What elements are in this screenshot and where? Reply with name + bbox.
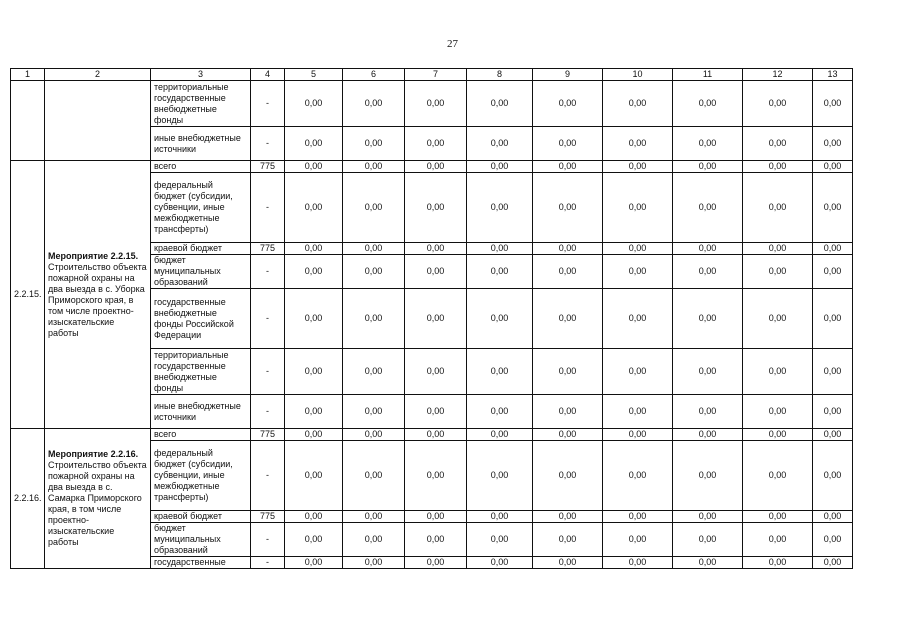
amount-cell: 0,00 (343, 523, 405, 557)
measure-description: Строительство объекта пожарной охраны на два выезда в с. Самарка Приморского края, в том числе проектно-изыскательские работы (48, 460, 147, 547)
amount-cell: 0,00 (343, 243, 405, 255)
responsible-code: - (251, 523, 285, 557)
amount-cell: 0,00 (285, 243, 343, 255)
amount-cell: 0,00 (343, 161, 405, 173)
column-number: 7 (405, 69, 467, 81)
amount-cell: 0,00 (343, 429, 405, 441)
funding-source: территориальные государственные внебюджетные фонды (151, 349, 251, 395)
amount-cell: 0,00 (673, 161, 743, 173)
amount-cell: 0,00 (285, 429, 343, 441)
amount-cell: 0,00 (743, 429, 813, 441)
amount-cell: 0,00 (343, 255, 405, 289)
amount-cell: 0,00 (405, 523, 467, 557)
amount-cell: 0,00 (405, 127, 467, 161)
amount-cell: 0,00 (467, 511, 533, 523)
amount-cell: 0,00 (467, 127, 533, 161)
amount-cell: 0,00 (743, 557, 813, 569)
funding-source: территориальные государственные внебюджетные фонды (151, 81, 251, 127)
amount-cell: 0,00 (743, 349, 813, 395)
amount-cell: 0,00 (285, 349, 343, 395)
amount-cell: 0,00 (603, 289, 673, 349)
amount-cell: 0,00 (405, 395, 467, 429)
responsible-code: - (251, 557, 285, 569)
amount-cell: 0,00 (673, 127, 743, 161)
amount-cell: 0,00 (533, 173, 603, 243)
amount-cell: 0,00 (673, 441, 743, 511)
funding-source: государственные внебюджетные фонды Российской Федерации (151, 289, 251, 349)
responsible-code: 775 (251, 243, 285, 255)
amount-cell: 0,00 (533, 161, 603, 173)
amount-cell: 0,00 (813, 173, 853, 243)
amount-cell: 0,00 (533, 243, 603, 255)
amount-cell: 0,00 (533, 81, 603, 127)
amount-cell: 0,00 (743, 81, 813, 127)
measure-code (11, 81, 45, 161)
amount-cell: 0,00 (603, 81, 673, 127)
amount-cell: 0,00 (743, 441, 813, 511)
amount-cell: 0,00 (813, 243, 853, 255)
measure-name (45, 81, 151, 161)
column-number: 13 (813, 69, 853, 81)
amount-cell: 0,00 (343, 289, 405, 349)
amount-cell: 0,00 (285, 161, 343, 173)
amount-cell: 0,00 (285, 523, 343, 557)
amount-cell: 0,00 (405, 81, 467, 127)
amount-cell: 0,00 (673, 255, 743, 289)
column-number: 2 (45, 69, 151, 81)
amount-cell: 0,00 (603, 511, 673, 523)
responsible-code: - (251, 127, 285, 161)
funding-source: бюджет муниципальных образований (151, 523, 251, 557)
funding-source: бюджет муниципальных образований (151, 255, 251, 289)
amount-cell: 0,00 (405, 511, 467, 523)
funding-source: всего (151, 161, 251, 173)
amount-cell: 0,00 (285, 557, 343, 569)
measure-title: Мероприятие 2.2.16. (48, 449, 139, 459)
table-row (11, 161, 853, 173)
amount-cell: 0,00 (285, 395, 343, 429)
amount-cell: 0,00 (673, 243, 743, 255)
amount-cell: 0,00 (467, 289, 533, 349)
amount-cell: 0,00 (467, 557, 533, 569)
amount-cell: 0,00 (673, 81, 743, 127)
amount-cell: 0,00 (533, 289, 603, 349)
amount-cell: 0,00 (813, 511, 853, 523)
responsible-code: - (251, 289, 285, 349)
amount-cell: 0,00 (343, 173, 405, 243)
column-number: 9 (533, 69, 603, 81)
amount-cell: 0,00 (467, 173, 533, 243)
amount-cell: 0,00 (533, 255, 603, 289)
column-number: 4 (251, 69, 285, 81)
measure-code: 2.2.15. (11, 161, 45, 429)
funding-source: всего (151, 429, 251, 441)
amount-cell: 0,00 (743, 523, 813, 557)
amount-cell: 0,00 (343, 81, 405, 127)
amount-cell: 0,00 (533, 557, 603, 569)
amount-cell: 0,00 (343, 511, 405, 523)
funding-source: иные внебюджетные источники (151, 395, 251, 429)
amount-cell: 0,00 (603, 127, 673, 161)
amount-cell: 0,00 (813, 395, 853, 429)
measure-name (45, 161, 151, 429)
amount-cell: 0,00 (467, 161, 533, 173)
table-row (11, 81, 853, 127)
amount-cell: 0,00 (533, 127, 603, 161)
responsible-code: - (251, 395, 285, 429)
amount-cell: 0,00 (813, 441, 853, 511)
amount-cell: 0,00 (743, 243, 813, 255)
amount-cell: 0,00 (603, 429, 673, 441)
amount-cell: 0,00 (343, 557, 405, 569)
amount-cell: 0,00 (603, 349, 673, 395)
amount-cell: 0,00 (467, 395, 533, 429)
amount-cell: 0,00 (467, 523, 533, 557)
amount-cell: 0,00 (405, 429, 467, 441)
funding-source: иные внебюджетные источники (151, 127, 251, 161)
measure-description: Строительство объекта пожарной охраны на два выезда в с. Уборка Приморского края, в том числе проектно-изыскательские работы (48, 261, 147, 338)
amount-cell: 0,00 (813, 161, 853, 173)
amount-cell: 0,00 (673, 523, 743, 557)
page-number: 27 (447, 38, 458, 50)
funding-source: краевой бюджет (151, 243, 251, 255)
amount-cell: 0,00 (813, 523, 853, 557)
amount-cell: 0,00 (743, 127, 813, 161)
measure-name (45, 429, 151, 569)
amount-cell: 0,00 (405, 243, 467, 255)
measure-title: Мероприятие 2.2.15. (48, 250, 139, 261)
column-number: 10 (603, 69, 673, 81)
amount-cell: 0,00 (285, 511, 343, 523)
amount-cell: 0,00 (743, 255, 813, 289)
amount-cell: 0,00 (467, 349, 533, 395)
amount-cell: 0,00 (533, 395, 603, 429)
amount-cell: 0,00 (467, 81, 533, 127)
table-row (11, 429, 853, 441)
measure-code: 2.2.16. (11, 429, 45, 569)
funding-source: федеральный бюджет (субсидии, субвенции, иные межбюджетные трансферты) (151, 173, 251, 243)
amount-cell: 0,00 (343, 127, 405, 161)
column-number: 6 (343, 69, 405, 81)
amount-cell: 0,00 (813, 557, 853, 569)
responsible-code: 775 (251, 429, 285, 441)
responsible-code: - (251, 173, 285, 243)
amount-cell: 0,00 (603, 523, 673, 557)
amount-cell: 0,00 (813, 429, 853, 441)
amount-cell: 0,00 (467, 255, 533, 289)
amount-cell: 0,00 (533, 523, 603, 557)
amount-cell: 0,00 (285, 173, 343, 243)
budget-table (10, 68, 853, 569)
amount-cell: 0,00 (467, 441, 533, 511)
amount-cell: 0,00 (673, 349, 743, 395)
amount-cell: 0,00 (673, 557, 743, 569)
column-number: 12 (743, 69, 813, 81)
amount-cell: 0,00 (285, 441, 343, 511)
amount-cell: 0,00 (673, 429, 743, 441)
amount-cell: 0,00 (343, 441, 405, 511)
amount-cell: 0,00 (405, 173, 467, 243)
amount-cell: 0,00 (673, 173, 743, 243)
amount-cell: 0,00 (813, 255, 853, 289)
amount-cell: 0,00 (603, 441, 673, 511)
funding-source: государственные (151, 557, 251, 569)
amount-cell: 0,00 (467, 429, 533, 441)
amount-cell: 0,00 (813, 81, 853, 127)
amount-cell: 0,00 (673, 395, 743, 429)
column-number: 3 (151, 69, 251, 81)
amount-cell: 0,00 (743, 173, 813, 243)
column-number: 8 (467, 69, 533, 81)
amount-cell: 0,00 (533, 429, 603, 441)
amount-cell: 0,00 (285, 289, 343, 349)
amount-cell: 0,00 (285, 255, 343, 289)
amount-cell: 0,00 (405, 557, 467, 569)
responsible-code: - (251, 255, 285, 289)
column-number: 1 (11, 69, 45, 81)
amount-cell: 0,00 (405, 289, 467, 349)
amount-cell: 0,00 (285, 127, 343, 161)
amount-cell: 0,00 (405, 255, 467, 289)
amount-cell: 0,00 (285, 81, 343, 127)
amount-cell: 0,00 (405, 441, 467, 511)
amount-cell: 0,00 (343, 395, 405, 429)
responsible-code: - (251, 81, 285, 127)
amount-cell: 0,00 (673, 511, 743, 523)
amount-cell: 0,00 (603, 395, 673, 429)
amount-cell: 0,00 (813, 127, 853, 161)
amount-cell: 0,00 (533, 441, 603, 511)
responsible-code: 775 (251, 511, 285, 523)
amount-cell: 0,00 (405, 161, 467, 173)
amount-cell: 0,00 (743, 395, 813, 429)
amount-cell: 0,00 (603, 161, 673, 173)
amount-cell: 0,00 (603, 243, 673, 255)
amount-cell: 0,00 (343, 349, 405, 395)
amount-cell: 0,00 (533, 511, 603, 523)
column-number: 5 (285, 69, 343, 81)
amount-cell: 0,00 (405, 349, 467, 395)
responsible-code: 775 (251, 161, 285, 173)
amount-cell: 0,00 (743, 511, 813, 523)
column-number-row (11, 69, 853, 81)
amount-cell: 0,00 (743, 161, 813, 173)
funding-source: федеральный бюджет (субсидии, субвенции, иные межбюджетные трансферты) (151, 441, 251, 511)
amount-cell: 0,00 (743, 289, 813, 349)
amount-cell: 0,00 (813, 349, 853, 395)
amount-cell: 0,00 (603, 255, 673, 289)
funding-source: краевой бюджет (151, 511, 251, 523)
amount-cell: 0,00 (673, 289, 743, 349)
responsible-code: - (251, 349, 285, 395)
amount-cell: 0,00 (603, 557, 673, 569)
table-body (11, 81, 853, 569)
responsible-code: - (251, 441, 285, 511)
amount-cell: 0,00 (603, 173, 673, 243)
column-number: 11 (673, 69, 743, 81)
amount-cell: 0,00 (533, 349, 603, 395)
amount-cell: 0,00 (467, 243, 533, 255)
amount-cell: 0,00 (813, 289, 853, 349)
